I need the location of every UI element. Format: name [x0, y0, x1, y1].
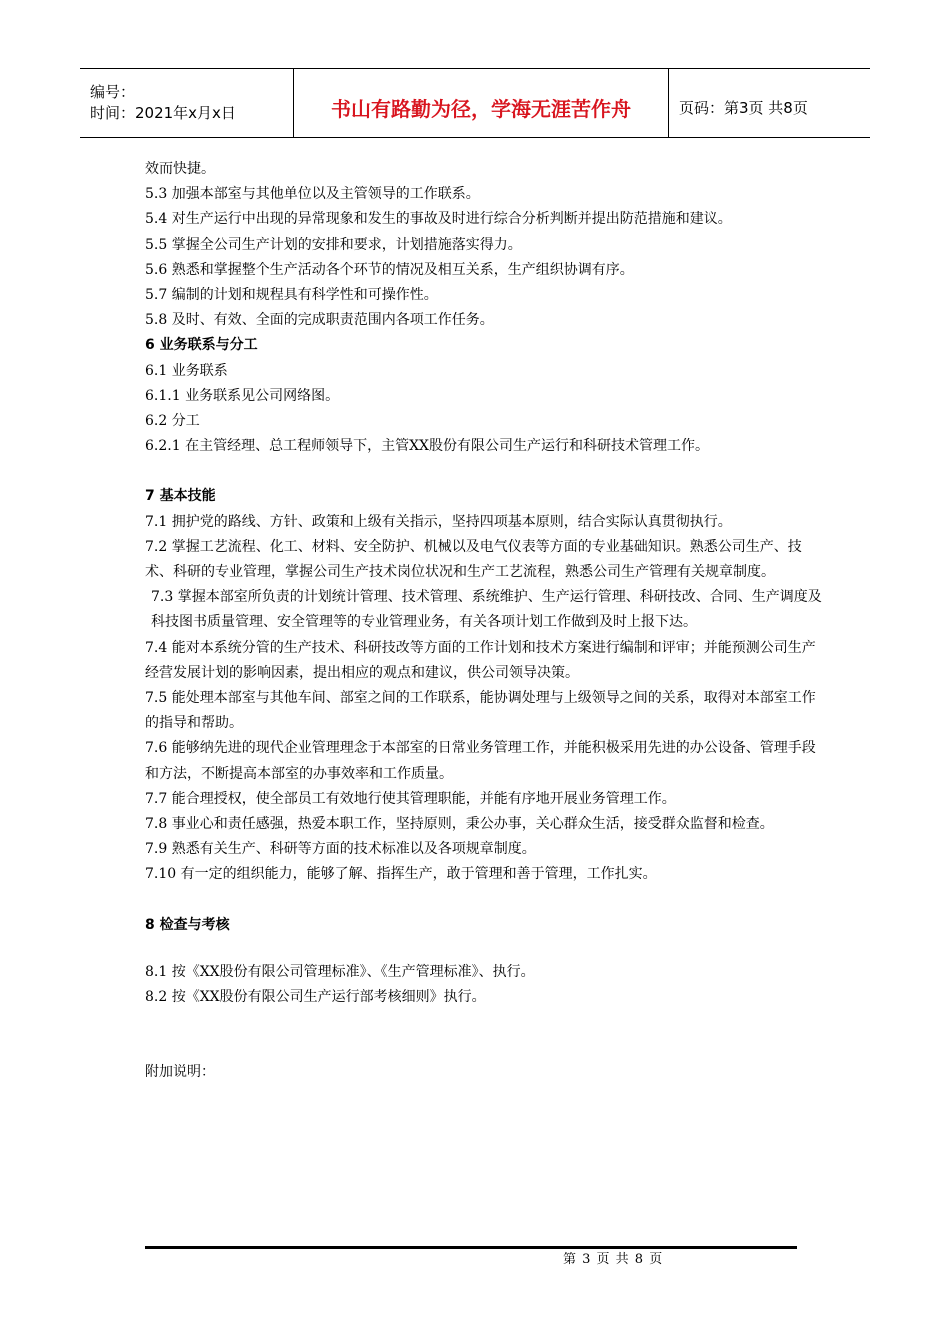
clause-7-8: 7.8 事业心和责任感强，热爱本职工作，坚持原则，秉公办事，关心群众生活，接受群众监督和检查。: [145, 816, 774, 833]
number-label: 编号：: [90, 83, 136, 101]
section-heading-8: 8 检查与考核: [145, 916, 230, 933]
clause-7-5: 7.5 能处理本部室与其他车间、部室之间的工作联系，能协调处理与上级领导之间的关系，取得对本部室工作的指导和帮助。: [145, 690, 816, 732]
clause-5-5: 5.5 掌握全公司生产计划的安排和要求，计划措施落实得力。: [145, 236, 522, 253]
clause-7-2: 7.2 掌握工艺流程、化工、材料、安全防护、机械以及电气仪表等方面的专业基础知识。熟悉公司生产、技术、科研的专业管理，掌握公司生产技术岗位状况和生产工艺流程，熟悉公司生产管理有关规章制度。: [145, 538, 802, 581]
clause-7-7: 7.7 能合理授权，使全部员工有效地行使其管理职能，并能有序地开展业务管理工作。: [145, 790, 676, 807]
clause-6-1: 6.1 业务联系: [145, 362, 228, 379]
clause-5-3: 5.3 加强本部室与其他单位以及主管领导的工作联系。: [145, 186, 480, 203]
section-heading-7: 7 基本技能: [145, 488, 216, 505]
paragraph: 效而快捷。: [145, 161, 215, 177]
clause-8-1: 8.1 按《XX股份有限公司管理标准》、《生产管理标准》、执行。: [145, 963, 535, 980]
footer-rule: [145, 1246, 797, 1249]
time-label: 时间：2021年x月x日: [90, 104, 236, 122]
page-header: [80, 68, 870, 138]
clause-5-7: 5.7 编制的计划和规程具有科学性和可操作性。: [145, 287, 438, 304]
clause-7-1: 7.1 拥护党的路线、方针、政策和上级有关指示，坚持四项基本原则，结合实际认真贯彻执行。: [145, 513, 732, 530]
clause-6-1-1: 6.1.1 业务联系见公司网络图。: [145, 387, 340, 404]
clause-7-9: 7.9 熟悉有关生产、科研等方面的技术标准以及各项规章制度。: [145, 841, 536, 858]
clause-5-6: 5.6 熟悉和掌握整个生产活动各个环节的情况及相互关系，生产组织协调有序。: [145, 261, 634, 278]
clause-5-8: 5.8 及时、有效、全面的完成职责范围内各项工作任务。: [145, 312, 494, 329]
clause-5-4: 5.4 对生产运行中出现的异常现象和发生的事故及时进行综合分析判断并提出防范措施和建议。: [145, 211, 732, 228]
clause-7-3: 7.3 掌握本部室所负责的计划统计管理、技术管理、系统维护、生产运行管理、科研技改、合同、生产调度及科技图书质量管理、安全管理等的专业管理业务，有关各项计划工作做到及时上报下达。: [151, 589, 822, 631]
clause-7-4: 7.4 能对本系统分管的生产技术、科研技改等方面的工作计划和技术方案进行编制和评审；并能预测公司生产经营发展计划的影响因素，提出相应的观点和建议，供公司领导决策。: [145, 639, 816, 681]
section-heading-6: 6 业务联系与分工: [145, 337, 258, 354]
header-motto: [294, 69, 669, 137]
footer-page-number: 第 3 页 共 8 页: [563, 1252, 664, 1267]
header-meta: [80, 69, 294, 137]
clause-6-2-1: 6.2.1 在主管经理、总工程师领导下，主管XX股份有限公司生产运行和科研技术管理工作。: [145, 438, 710, 455]
additional-notes-label: 附加说明：: [145, 1064, 215, 1081]
document-body: [145, 157, 825, 1086]
header-page: [669, 69, 870, 137]
clause-7-10: 7.10 有一定的组织能力，能够了解、指挥生产，敢于管理和善于管理，工作扎实。: [145, 866, 657, 883]
clause-7-6: 7.6 能够纳先进的现代企业管理理念于本部室的日常业务管理工作，并能积极采用先进的办公设备、管理手段和方法，不断提高本部室的办事效率和工作质量。: [145, 740, 816, 782]
page-label: 页码：第3页 共8页: [679, 98, 808, 117]
motto-text: 书山有路勤为径，学海无涯苦作舟: [331, 96, 631, 121]
clause-8-2: 8.2 按《XX股份有限公司生产运行部考核细则》执行。: [145, 989, 486, 1006]
clause-6-2: 6.2 分工: [145, 413, 200, 430]
